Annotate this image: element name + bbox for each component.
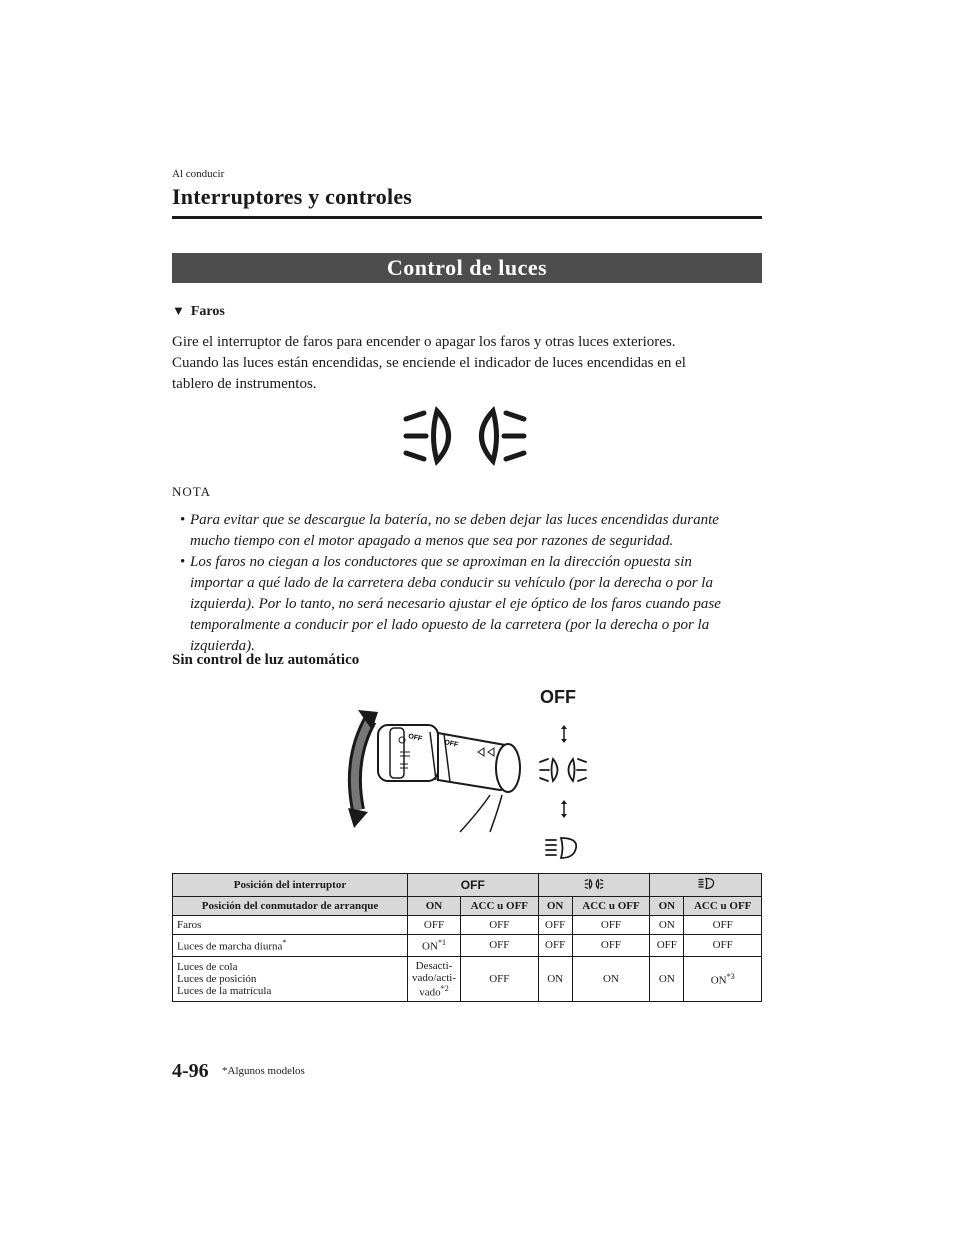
intro-line: tablero de instrumentos. [172, 376, 317, 392]
footnote-marker: *1 [437, 938, 446, 947]
intro-paragraph [172, 332, 762, 395]
headlight-on-indicator-icon [400, 405, 530, 467]
table-row [173, 916, 762, 935]
note-line: mucho tiempo con el motor apagado a menos que sea por razones de seguridad. [190, 533, 674, 549]
table-header-cell [650, 874, 762, 897]
table-cell: OFF [684, 935, 762, 957]
table-cell: OFF [408, 916, 461, 935]
table-cell [408, 956, 461, 1002]
intro-line: Gire el interruptor de faros para encender o apagar los faros y otras luces exteriores. [172, 334, 676, 350]
cell-text: Desacti- vado/acti- vado [412, 959, 456, 999]
note-title: NOTA [172, 484, 212, 499]
parking-light-icon [583, 878, 605, 890]
table-cell: OFF [572, 916, 650, 935]
table-cell: ON [650, 956, 684, 1002]
table-cell: ON [538, 956, 572, 1002]
table-header-row [173, 874, 762, 897]
subsection-title: Faros [190, 304, 225, 319]
triangle-marker-icon: ▼ [172, 303, 185, 318]
table-cell: ON [650, 916, 684, 935]
table-cell: OFF [460, 935, 538, 957]
note-list [180, 510, 760, 657]
table-cell [684, 956, 762, 1002]
chapter-title: Interruptores y controles [172, 184, 413, 209]
cell-text: ON [422, 940, 438, 953]
off-position-label: OFF [460, 878, 485, 892]
chapter-divider [172, 216, 762, 219]
row-label-text: Luces de cola [177, 960, 238, 973]
note-line: importar a qué lado de la carretera deba conducir su vehículo (por la derecha o por la [190, 575, 713, 591]
footnote-marker: * [282, 938, 287, 947]
note-line: Para evitar que se descargue la batería, no se deben dejar las luces encendidas durante [190, 512, 719, 528]
cell-text: ON [710, 974, 727, 987]
note-line: izquierda). Por lo tanto, no será necesario ajustar el eje óptico de los faros cuando pase [190, 596, 721, 612]
footnote-marker: *2 [440, 983, 449, 993]
bullet-icon: • [180, 554, 186, 570]
table-header-cell: ON [538, 897, 572, 916]
table-cell: OFF [538, 916, 572, 935]
table-header-cell: ON [650, 897, 684, 916]
subsection-heading [172, 303, 225, 320]
table-cell: ON [572, 956, 650, 1002]
table-header-cell: Posición del interruptor [173, 874, 408, 897]
note-line: Los faros no ciegan a los conductores que se aproximan en la dirección opuesta sin [190, 554, 692, 570]
table-header-cell: Posición del conmutador de arranque [173, 897, 408, 916]
table-header-cell: ON [408, 897, 461, 916]
stalk-off-label: OFF [443, 739, 459, 749]
table-header-cell [408, 874, 539, 897]
table-cell [408, 935, 461, 957]
row-label: Faros [173, 916, 408, 935]
note-item [180, 552, 760, 657]
headlight-icon [697, 877, 715, 890]
table-cell: OFF [460, 916, 538, 935]
table-header-row [173, 897, 762, 916]
table-cell: OFF [684, 916, 762, 935]
table-cell: OFF [538, 935, 572, 957]
table-header-cell: ACC u OFF [684, 897, 762, 916]
switch-positions [530, 685, 600, 865]
table-cell: OFF [572, 935, 650, 957]
double-arrow-icon [558, 725, 570, 743]
row-label [173, 935, 408, 957]
intro-line: Cuando las luces están encendidas, se enciende el indicador de luces encendidas en el [172, 355, 686, 371]
bullet-icon: • [180, 512, 186, 528]
parking-light-icon [538, 755, 588, 785]
footnote-marker: *3 [726, 971, 735, 981]
section-banner: Control de luces [172, 253, 762, 283]
headlight-icon [544, 835, 578, 861]
table-header-cell: ACC u OFF [572, 897, 650, 916]
light-status-table [172, 873, 762, 1002]
table-header-cell: ACC u OFF [460, 897, 538, 916]
table-cell: OFF [460, 956, 538, 1002]
table-row [173, 935, 762, 957]
note-line: izquierda). [190, 638, 255, 654]
diagram-heading: Sin control de luz automático [172, 652, 360, 668]
light-switch-stalk-illustration [340, 700, 540, 840]
table-row [173, 956, 762, 1002]
double-arrow-icon [558, 800, 570, 818]
page-number: 4-96 [172, 1060, 209, 1082]
row-label-text: Luces de posición [177, 972, 257, 985]
row-label-text: Luces de la matrícula [177, 984, 272, 997]
table-header-cell [538, 874, 650, 897]
position-off-label: OFF [540, 687, 576, 707]
note-item [180, 510, 760, 552]
section-label: Al conducir [172, 168, 225, 180]
row-label [173, 956, 408, 1002]
row-label-text: Luces de marcha diurna [177, 940, 283, 953]
stalk-off-label: OFF [407, 733, 423, 743]
note-line: temporalmente a conducir por el lado opuesto de la carretera (por la derecha o por la [190, 617, 710, 633]
footnote: *Algunos modelos [222, 1065, 305, 1077]
table-cell: OFF [650, 935, 684, 957]
